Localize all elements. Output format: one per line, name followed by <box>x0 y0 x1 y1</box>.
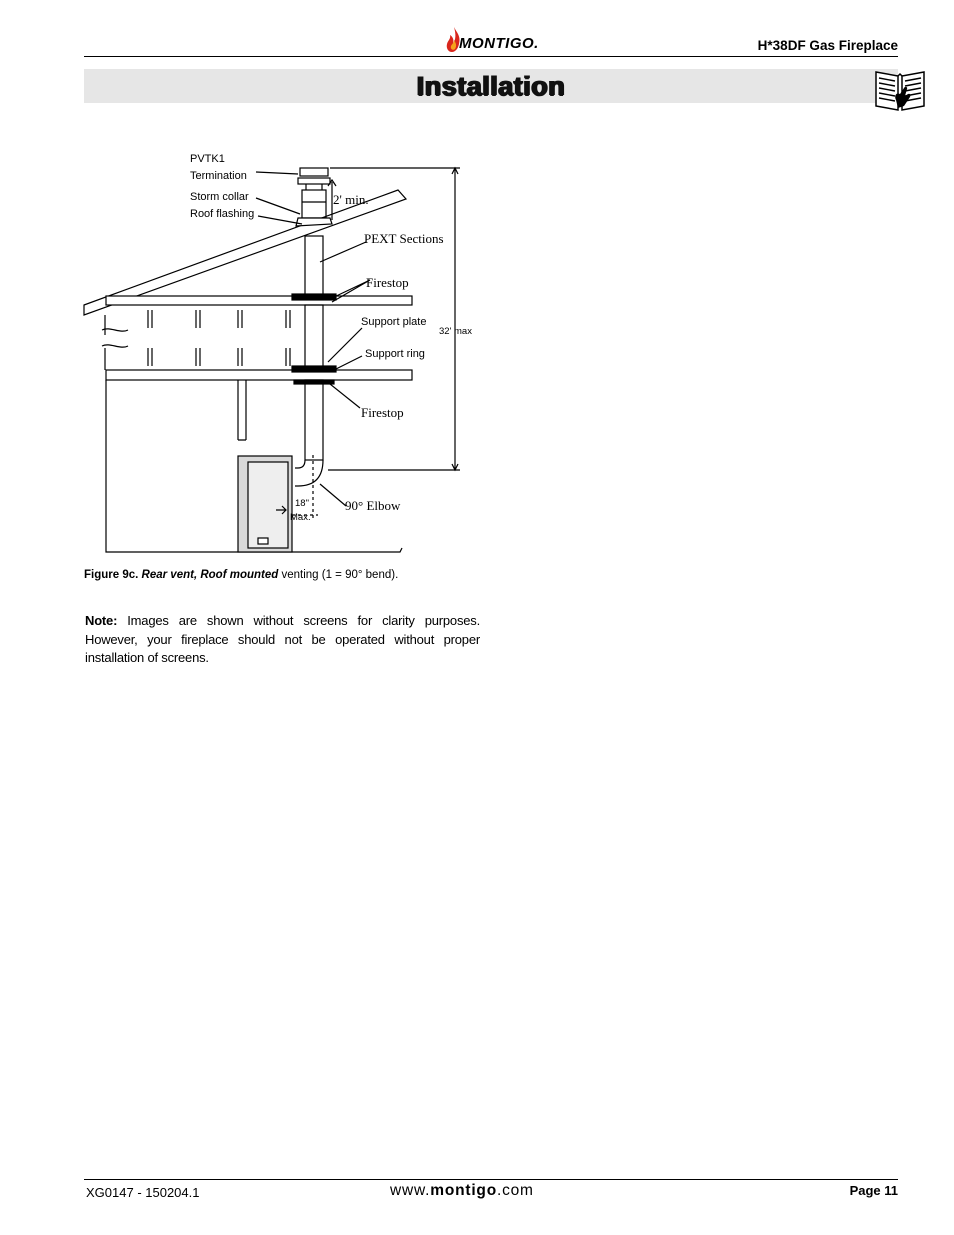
section-title: Installation <box>416 71 566 101</box>
label-18-inch: 18" <box>295 498 309 509</box>
label-support-plate: Support plate <box>361 316 427 328</box>
label-firestop-lower: Firestop <box>361 405 404 420</box>
label-pext-sections: PEXT Sections <box>364 231 444 246</box>
manual-book-icon <box>874 66 926 114</box>
footer-divider <box>84 1179 898 1180</box>
page-number: Page 11 <box>849 1183 898 1198</box>
note-label: Note: <box>85 613 118 628</box>
website-link[interactable] <box>390 1182 534 1200</box>
vent-diagram <box>80 150 490 560</box>
caption-title: Rear vent, Roof mounted <box>141 569 279 581</box>
vent-diagram-drawing <box>80 150 490 560</box>
website-brand: montigo <box>430 1182 497 1199</box>
caption-number: Figure 9c. <box>84 569 139 581</box>
website-prefix: www. <box>390 1182 431 1199</box>
label-support-ring: Support ring <box>365 348 425 360</box>
website-suffix: .com <box>496 1182 534 1199</box>
figure-caption <box>84 569 398 581</box>
label-32-max: 32' max <box>439 326 472 337</box>
label-storm-collar: Storm collar <box>190 191 249 203</box>
brand-name: MONTIGO. <box>459 35 539 52</box>
note-paragraph <box>85 612 480 668</box>
label-max: Max. <box>290 512 311 523</box>
label-roof-flashing: Roof flashing <box>190 208 255 220</box>
label-pvtk1: PVTK1 <box>190 153 225 165</box>
document-code: XG0147 - 150204.1 <box>86 1185 200 1200</box>
label-firestop-upper: Firestop <box>366 275 409 290</box>
header-divider <box>84 56 898 57</box>
caption-rest: venting (1 = 90° bend). <box>281 569 399 581</box>
label-90-elbow: 90° Elbow <box>345 498 401 513</box>
section-title-band <box>84 69 898 103</box>
note-text: Images are shown without screens for clarity purposes. However, your fireplace should not be operated without proper installation of screens. <box>85 613 480 665</box>
label-termination: Termination <box>190 170 247 182</box>
product-name: H*38DF Gas Fireplace <box>757 38 898 53</box>
label-2-min: 2' min. <box>333 192 369 207</box>
